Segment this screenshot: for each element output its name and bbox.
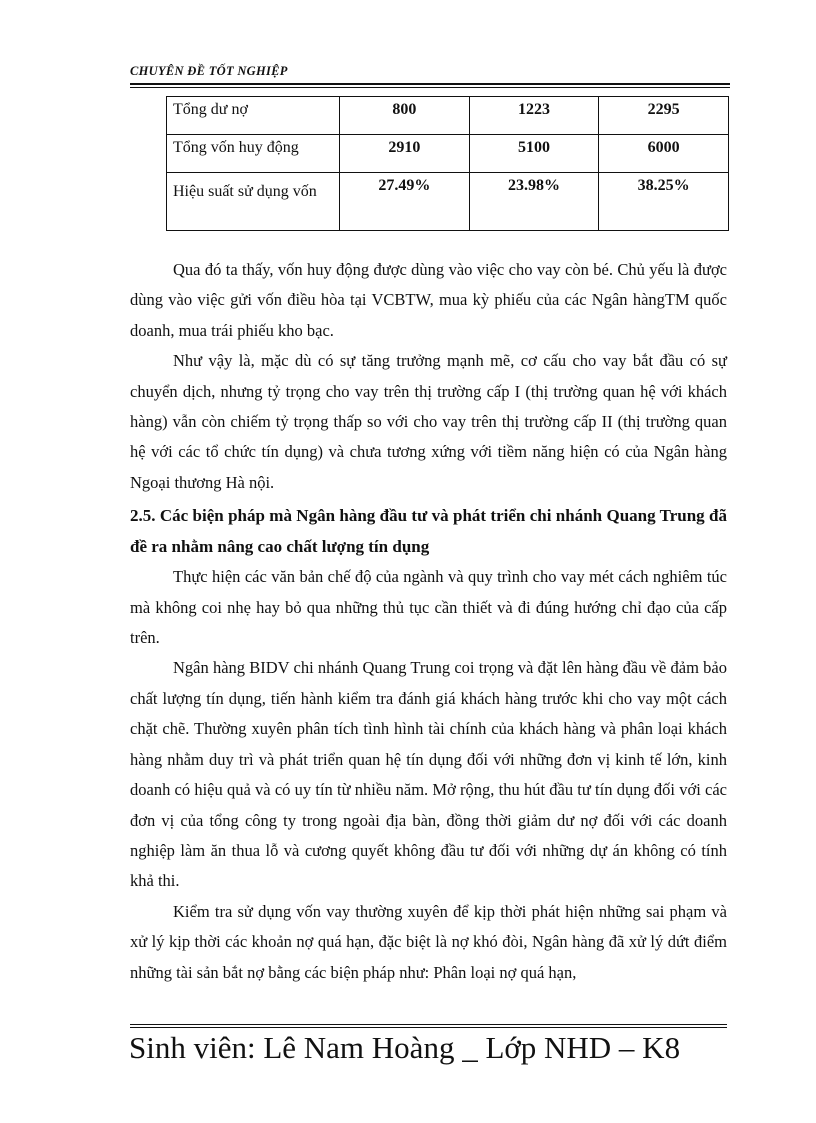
data-table [166,96,729,231]
row-label: Tổng dư nợ [167,97,340,135]
table-row [167,173,729,231]
row-label: Tổng vốn huy động [167,135,340,173]
footer-rule-top [130,1024,727,1025]
row-label: Hiệu suất sử dụng vốn [167,173,340,231]
header-rule-bottom [130,87,730,88]
paragraph: Như vậy là, mặc dù có sự tăng trưởng mạnh mẽ, cơ cấu cho vay bắt đầu có sự chuyển dịch, nhưng tỷ trọng cho vay trên thị trường cấp I (thị trường quan hệ với khách hàng) vẫn còn chiếm tỷ trọng thấp so với cho vay trên thị trường cấp II (thị trường quan hệ với các tổ chức tín dụng) và chưa tương xứng với tiềm năng hiện có của Ngân hàng Ngoại thương Hà nội. [130,351,727,492]
header-title: CHUYÊN ĐỀ TỐT NGHIỆP [130,64,288,78]
table-cell: 6000 [599,135,729,173]
table-cell: 27.49% [340,173,470,231]
paragraph: Ngân hàng BIDV chi nhánh Quang Trung coi trọng và đặt lên hàng đầu về đảm bảo chất lượng tín dụng, tiến hành kiểm tra đánh giá khách hàng trước khi cho vay một cách chặt chẽ. Thường xuyên phân tích tình hình tài chính của khách hàng và phân loại khách hàng nhằm duy trì và phát triển quan hệ tín dụng đối với những đơn vị kinh tế lớn, kinh doanh có hiệu quả và có uy tín từ nhiều năm. Mở rộng, thu hút đầu tư tín dụng đối với các đơn vị của tổng công ty trong ngoài địa bàn, đồng thời giảm dư nợ đối với các doanh nghiệp làm ăn thua lỗ và cương quyết không đầu tư đối với những dự án không có tính khả thi. [130,658,727,891]
table-cell: 38.25% [599,173,729,231]
table-cell: 2295 [599,97,729,135]
table-cell: 2910 [340,135,470,173]
section-heading: 2.5. Các biện pháp mà Ngân hàng đầu tư và phát triển chi nhánh Quang Trung đã đề ra nhằm nâng cao chất lượng tín dụng [130,506,727,557]
paragraph: Qua đó ta thấy, vốn huy động được dùng vào việc cho vay còn bé. Chủ yếu là được dùng vào việc gửi vốn điều hòa tại VCBTW, mua kỳ phiếu của các Ngân hàngTM quốc doanh, mua trái phiếu kho bạc. [130,260,727,340]
page-header [130,62,730,80]
table-cell: 1223 [469,97,599,135]
table-row [167,97,729,135]
table-cell: 5100 [469,135,599,173]
paragraph: Thực hiện các văn bản chế độ của ngành và quy trình cho vay mét cách nghiêm túc mà không coi nhẹ hay bỏ qua những thủ tục cần thiết và đi đúng hướng chỉ đạo của cấp trên. [130,567,727,648]
table-cell: 23.98% [469,173,599,231]
paragraph: Kiểm tra sử dụng vốn vay thường xuyên để kịp thời phát hiện những sai phạm và xử lý kịp thời các khoản nợ quá hạn, đặc biệt là nợ khó đòi, Ngân hàng đã xử lý dứt điểm những tài sản bắt nợ bằng các biện pháp như: Phân loại nợ quá hạn, [130,901,727,982]
body-text [130,255,727,988]
table-cell: 800 [340,97,470,135]
table-row [167,135,729,173]
page-footer: Sinh viên: Lê Nam Hoàng _ Lớp NHD – K8 [129,1030,681,1065]
header-rule-top [130,83,730,85]
